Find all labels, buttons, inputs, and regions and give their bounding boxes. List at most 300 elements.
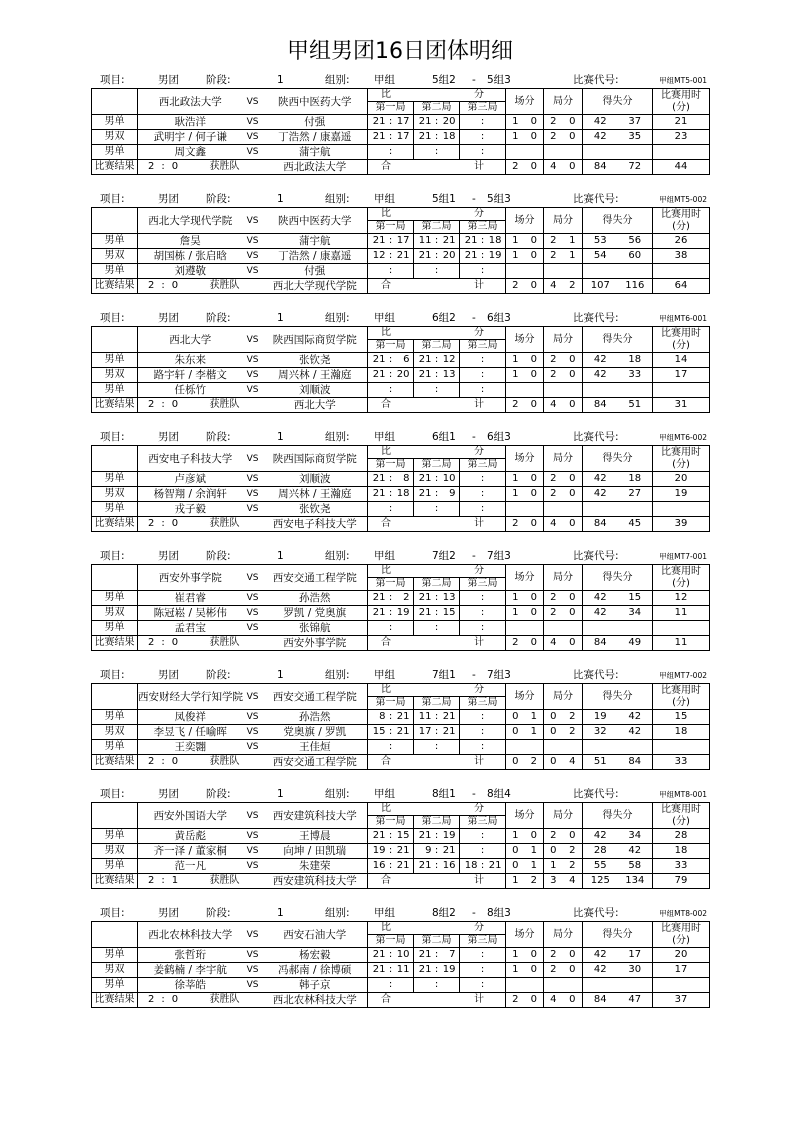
- vs-label: VS: [243, 978, 263, 993]
- match-points-a: 1: [506, 234, 525, 249]
- header-row-1: [92, 565, 710, 578]
- games-won-b: 0: [563, 368, 583, 383]
- total-points-a: 84: [583, 993, 618, 1008]
- game-2-score-b: 19: [442, 830, 456, 841]
- match-code: 甲组MT8-001: [659, 790, 707, 799]
- game-3-score: [460, 844, 506, 859]
- game-3-score: [460, 829, 506, 844]
- total-label: [368, 517, 506, 532]
- result-spacer: [243, 279, 263, 294]
- time-header: [653, 684, 710, 710]
- total-label-he: 合: [381, 637, 391, 648]
- game-1-score-b: 17: [396, 235, 410, 246]
- match-points-a: 0: [506, 844, 525, 859]
- game-3-score-b: [488, 830, 502, 842]
- game-2-header: 第二局: [414, 935, 460, 948]
- player-a: 陈冠崧 / 吴彬伟: [138, 606, 243, 621]
- game-1-colon: :: [388, 265, 393, 276]
- header-row-1: [92, 89, 710, 102]
- result-score-a: 2: [148, 518, 155, 529]
- match-points-b: 0: [525, 249, 544, 264]
- game-2-colon: :: [434, 503, 439, 514]
- game-3-score: [460, 249, 506, 264]
- result-score-colon: :: [161, 875, 165, 886]
- game-1-score: [368, 591, 414, 606]
- result-score-colon: :: [161, 994, 165, 1005]
- player-b: 冯郝南 / 徐博硕: [263, 963, 368, 978]
- points-a: 42: [583, 115, 618, 130]
- points-a: 19: [583, 710, 618, 725]
- rubber-row: [92, 963, 710, 978]
- game-1-score: [368, 978, 414, 993]
- points-b: [618, 383, 653, 398]
- games-won-b: [563, 621, 583, 636]
- slot-a: 7组2: [432, 550, 456, 562]
- total-time: 64: [653, 279, 710, 294]
- event-value: 男团: [158, 669, 179, 681]
- total-time: 44: [653, 160, 710, 175]
- games-won-a: [544, 264, 563, 279]
- rubber-time: 20: [653, 472, 710, 487]
- points-a: [583, 502, 618, 517]
- corner-cell: [92, 446, 138, 472]
- game-1-score: [368, 115, 414, 130]
- winner-label: 获胜队: [209, 280, 240, 291]
- game-2-score: [414, 234, 460, 249]
- games-won-b: 1: [563, 234, 583, 249]
- total-games-a: 4: [544, 636, 563, 651]
- match-points-a: 1: [506, 606, 525, 621]
- game-2-score-a: 21: [418, 830, 432, 841]
- total-games-a: 4: [544, 398, 563, 413]
- game-3-score-b: [488, 845, 502, 857]
- game-3-score-a: [464, 830, 478, 842]
- game-2-colon: :: [434, 488, 439, 499]
- game-2-score-a: 21: [418, 473, 432, 484]
- total-match-a: 2: [506, 636, 525, 651]
- game-3-header: 第三局: [460, 340, 506, 353]
- game-3-colon: :: [480, 369, 485, 380]
- result-score-b: 0: [171, 637, 179, 648]
- player-b: 罗凯 / 党奥旗: [263, 606, 368, 621]
- game-2-score: [414, 963, 460, 978]
- game-3-score-a: [464, 741, 478, 753]
- game-2-colon: :: [434, 131, 439, 142]
- group-label: 组别:: [325, 907, 350, 919]
- match-points-b: [525, 383, 544, 398]
- game-2-score-b: 12: [442, 354, 456, 365]
- game-1-score-b: 21: [396, 860, 410, 871]
- points-b: 35: [618, 130, 653, 145]
- event-value: 男团: [158, 431, 179, 443]
- game-3-score-b: [488, 488, 502, 500]
- match-block: [91, 787, 709, 890]
- game-3-score: [460, 115, 506, 130]
- game-3-score-a: [464, 131, 478, 143]
- games-won-a: 2: [544, 249, 563, 264]
- group-value: 甲组: [374, 312, 395, 324]
- rubber-type: 男单: [92, 383, 138, 398]
- event-label: 项目:: [100, 431, 125, 443]
- game-1-score: [368, 502, 414, 517]
- stage-label: 阶段:: [206, 193, 231, 205]
- game-1-score-a: [372, 741, 386, 753]
- group-value: 甲组: [374, 907, 395, 919]
- time-header-line1: 比赛用时: [661, 565, 702, 577]
- game-1-header: 第一局: [368, 816, 414, 829]
- total-label: [368, 993, 506, 1008]
- game-1-score-a: 21: [372, 354, 386, 365]
- game-1-colon: :: [388, 622, 393, 633]
- match-table: [91, 921, 710, 1008]
- rubber-time: [653, 502, 710, 517]
- vs-label: VS: [243, 859, 263, 874]
- match-code-label: 比赛代号:: [573, 74, 619, 86]
- result-spacer: [243, 160, 263, 175]
- game-3-score: [460, 383, 506, 398]
- game-2-score-a: 11: [418, 235, 432, 246]
- game-1-header: 第一局: [368, 697, 414, 710]
- time-header: [653, 922, 710, 948]
- game-1-score-b: 19: [396, 607, 410, 618]
- match-points-b: 0: [525, 234, 544, 249]
- game-1-score: [368, 963, 414, 978]
- event-label: 项目:: [100, 550, 125, 562]
- match-points-a: 1: [506, 115, 525, 130]
- score-header-fen: 分: [474, 89, 485, 100]
- result-score-colon: :: [161, 518, 165, 529]
- game-2-score: [414, 978, 460, 993]
- match-points-a: 1: [506, 829, 525, 844]
- result-spacer: [243, 636, 263, 651]
- corner-cell: [92, 89, 138, 115]
- game-3-score-b: [488, 964, 502, 976]
- total-label-ji: 计: [474, 756, 485, 767]
- rubber-time: 18: [653, 844, 710, 859]
- total-match-b: 0: [525, 398, 544, 413]
- group-value: 甲组: [374, 193, 395, 205]
- match-points-header: 场分: [506, 803, 544, 829]
- rubber-type: 男双: [92, 368, 138, 383]
- game-1-header: 第一局: [368, 340, 414, 353]
- match-code: 甲组MT5-001: [659, 76, 707, 85]
- result-score: [148, 875, 178, 887]
- winner-label: 获胜队: [209, 399, 240, 410]
- group-label: 组别:: [325, 669, 350, 681]
- rubber-row: [92, 591, 710, 606]
- game-2-header: 第二局: [414, 221, 460, 234]
- team-b-name: 西安交通工程学院: [263, 565, 368, 591]
- game-3-score-b: [488, 354, 502, 366]
- total-games-b: 4: [563, 874, 583, 889]
- total-match-b: 0: [525, 279, 544, 294]
- game-3-score: [460, 710, 506, 725]
- game-2-score-b: 20: [442, 116, 456, 127]
- winner-label: 获胜队: [209, 875, 240, 886]
- total-match-b: 2: [525, 755, 544, 770]
- games-won-b: 0: [563, 487, 583, 502]
- time-header: [653, 565, 710, 591]
- game-2-header: 第二局: [414, 102, 460, 115]
- game-3-score: [460, 859, 506, 874]
- points-b: 18: [618, 353, 653, 368]
- game-1-colon: :: [388, 503, 393, 514]
- score-header: [368, 89, 506, 102]
- result-score-b: 0: [171, 161, 179, 172]
- game-1-colon: :: [388, 979, 393, 990]
- match-code-label: 比赛代号:: [573, 431, 619, 443]
- game-2-score: [414, 368, 460, 383]
- team-a-name: 西安财经大学行知学院: [138, 684, 243, 710]
- points-a: [583, 740, 618, 755]
- game-3-header: 第三局: [460, 697, 506, 710]
- game-3-score-a: [464, 592, 478, 604]
- game-1-colon: :: [388, 964, 393, 975]
- player-a: 任栎竹: [138, 383, 243, 398]
- time-header: [653, 208, 710, 234]
- points-b: 42: [618, 710, 653, 725]
- result-row: [92, 517, 710, 532]
- vs-label: VS: [243, 684, 263, 710]
- total-time: 39: [653, 517, 710, 532]
- game-1-score-b: 6: [403, 354, 410, 365]
- match-points-a: 1: [506, 249, 525, 264]
- total-label: [368, 636, 506, 651]
- game-2-score: [414, 948, 460, 963]
- score-header-fen: 分: [474, 922, 485, 933]
- game-1-colon: :: [388, 473, 393, 484]
- rubber-time: 11: [653, 606, 710, 621]
- score-header: [368, 327, 506, 340]
- game-3-score: [460, 472, 506, 487]
- points-b: 34: [618, 829, 653, 844]
- result-score-b: 0: [171, 994, 179, 1005]
- match-table: [91, 207, 710, 294]
- vs-label: VS: [243, 145, 263, 160]
- total-match-a: 2: [506, 398, 525, 413]
- game-1-score: [368, 249, 414, 264]
- game-points-header: 局分: [544, 922, 583, 948]
- game-3-score-b: [488, 116, 502, 128]
- winner-team: 西北大学现代学院: [263, 279, 368, 294]
- match-block: [91, 906, 709, 1009]
- game-2-score: [414, 383, 460, 398]
- total-match-b: 0: [525, 517, 544, 532]
- total-match-a: 0: [506, 755, 525, 770]
- slot-dash: -: [472, 431, 476, 443]
- game-1-score-a: 21: [372, 607, 386, 618]
- score-header-bi: 比: [381, 208, 391, 219]
- result-score-a: 2: [148, 399, 155, 410]
- player-a: 朱东来: [138, 353, 243, 368]
- game-2-score-a: [418, 384, 432, 396]
- rubber-type: 男单: [92, 264, 138, 279]
- game-3-colon: :: [480, 622, 485, 633]
- rubber-type: 男单: [92, 859, 138, 874]
- points-header: 得失分: [583, 89, 653, 115]
- total-points-a: 84: [583, 636, 618, 651]
- event-value: 男团: [158, 193, 179, 205]
- points-header: 得失分: [583, 922, 653, 948]
- game-1-score-b: [396, 265, 410, 277]
- header-row-1: [92, 327, 710, 340]
- game-2-score-a: [418, 979, 432, 991]
- match-points-b: 1: [525, 725, 544, 740]
- winner-team: 西安电子科技大学: [263, 517, 368, 532]
- game-3-colon: :: [480, 354, 485, 365]
- time-header-line2: (分): [672, 934, 690, 946]
- game-1-score-b: [396, 741, 410, 753]
- game-3-score-a: [464, 384, 478, 396]
- match-points-a: 1: [506, 591, 525, 606]
- total-label-he: 合: [381, 756, 391, 767]
- total-label-ji: 计: [474, 994, 485, 1005]
- header-row-1: [92, 446, 710, 459]
- game-1-score-b: 21: [396, 711, 410, 722]
- rubber-type: 男单: [92, 502, 138, 517]
- games-won-b: [563, 740, 583, 755]
- game-2-score-a: [418, 622, 432, 634]
- group-value: 甲组: [374, 669, 395, 681]
- rubber-time: 28: [653, 829, 710, 844]
- team-b-name: 西安交通工程学院: [263, 684, 368, 710]
- rubber-time: [653, 264, 710, 279]
- total-points-b: 84: [618, 755, 653, 770]
- game-1-score-b: [396, 979, 410, 991]
- time-header-line1: 比赛用时: [661, 208, 702, 220]
- rubber-row: [92, 621, 710, 636]
- game-2-score-b: 13: [442, 369, 456, 380]
- group-value: 甲组: [374, 788, 395, 800]
- player-a: 范一凡: [138, 859, 243, 874]
- games-won-a: [544, 621, 563, 636]
- rubber-type: 男双: [92, 249, 138, 264]
- game-3-score-a: 18: [464, 860, 478, 871]
- points-a: 42: [583, 487, 618, 502]
- game-3-score-a: [464, 369, 478, 381]
- points-a: 42: [583, 591, 618, 606]
- score-header: [368, 922, 506, 935]
- player-b: 王博晨: [263, 829, 368, 844]
- points-header: 得失分: [583, 684, 653, 710]
- rubber-type: 男单: [92, 234, 138, 249]
- event-label: 项目:: [100, 193, 125, 205]
- game-1-score-b: [396, 146, 410, 158]
- game-2-score-b: 9: [449, 488, 456, 499]
- points-b: [618, 502, 653, 517]
- games-won-b: 0: [563, 829, 583, 844]
- player-a: 崔君睿: [138, 591, 243, 606]
- vs-label: VS: [243, 740, 263, 755]
- game-1-score-b: 21: [396, 726, 410, 737]
- game-2-score-b: 21: [442, 726, 456, 737]
- game-2-score-b: 21: [442, 845, 456, 856]
- rubber-time: [653, 621, 710, 636]
- points-b: 42: [618, 844, 653, 859]
- total-time: 33: [653, 755, 710, 770]
- match-points-a: [506, 978, 525, 993]
- games-won-a: 2: [544, 130, 563, 145]
- rubber-row: [92, 829, 710, 844]
- game-3-colon: :: [480, 964, 485, 975]
- score-header-fen: 分: [474, 803, 485, 814]
- player-a: 齐一泽 / 董家桐: [138, 844, 243, 859]
- points-header: 得失分: [583, 565, 653, 591]
- game-1-score-b: 20: [396, 369, 410, 380]
- match-points-a: [506, 383, 525, 398]
- result-spacer: [243, 874, 263, 889]
- game-3-colon: :: [480, 726, 485, 737]
- slot-a: 8组2: [432, 907, 456, 919]
- rubber-row: [92, 130, 710, 145]
- total-label: [368, 160, 506, 175]
- rubber-type: 男单: [92, 710, 138, 725]
- game-1-score-a: 12: [372, 250, 386, 261]
- rubber-row: [92, 234, 710, 249]
- player-b: 孙浩然: [263, 591, 368, 606]
- rubber-row: [92, 383, 710, 398]
- rubber-type: 男双: [92, 725, 138, 740]
- game-1-score: [368, 130, 414, 145]
- total-label-he: 合: [381, 518, 391, 529]
- game-2-score-b: [442, 979, 456, 991]
- game-2-colon: :: [434, 369, 439, 380]
- match-points-b: 1: [525, 710, 544, 725]
- total-points-a: 84: [583, 160, 618, 175]
- player-b: 王佳烜: [263, 740, 368, 755]
- result-score-cell: [138, 636, 243, 651]
- points-b: 18: [618, 472, 653, 487]
- game-2-score: [414, 725, 460, 740]
- game-3-score: [460, 368, 506, 383]
- game-3-score-b: 18: [488, 235, 502, 246]
- game-3-score-a: [464, 964, 478, 976]
- match-points-b: 1: [525, 859, 544, 874]
- game-3-score-b: [488, 711, 502, 723]
- game-1-colon: :: [388, 384, 393, 395]
- group-label: 组别:: [325, 74, 350, 86]
- vs-label: VS: [243, 829, 263, 844]
- slot-dash: -: [472, 74, 476, 86]
- game-3-score: [460, 621, 506, 636]
- rubber-type: 男单: [92, 145, 138, 160]
- vs-label: VS: [243, 353, 263, 368]
- game-1-score: [368, 710, 414, 725]
- points-a: 55: [583, 859, 618, 874]
- vs-label: VS: [243, 844, 263, 859]
- game-2-score-a: [418, 741, 432, 753]
- points-a: 42: [583, 130, 618, 145]
- game-1-colon: :: [388, 711, 393, 722]
- score-header: [368, 684, 506, 697]
- games-won-b: [563, 264, 583, 279]
- player-b: 张锦航: [263, 621, 368, 636]
- time-header-line1: 比赛用时: [661, 803, 702, 815]
- game-2-score: [414, 829, 460, 844]
- games-won-a: 2: [544, 368, 563, 383]
- result-row: [92, 874, 710, 889]
- points-a: [583, 621, 618, 636]
- vs-label: VS: [243, 89, 263, 115]
- stage-label: 阶段:: [206, 788, 231, 800]
- player-a: 周文鑫: [138, 145, 243, 160]
- match-points-b: 0: [525, 963, 544, 978]
- match-code: 甲组MT5-002: [659, 195, 707, 204]
- rubber-type: 男单: [92, 472, 138, 487]
- match-meta-line: [91, 192, 709, 207]
- match-code: 甲组MT6-001: [659, 314, 707, 323]
- game-points-header: 局分: [544, 684, 583, 710]
